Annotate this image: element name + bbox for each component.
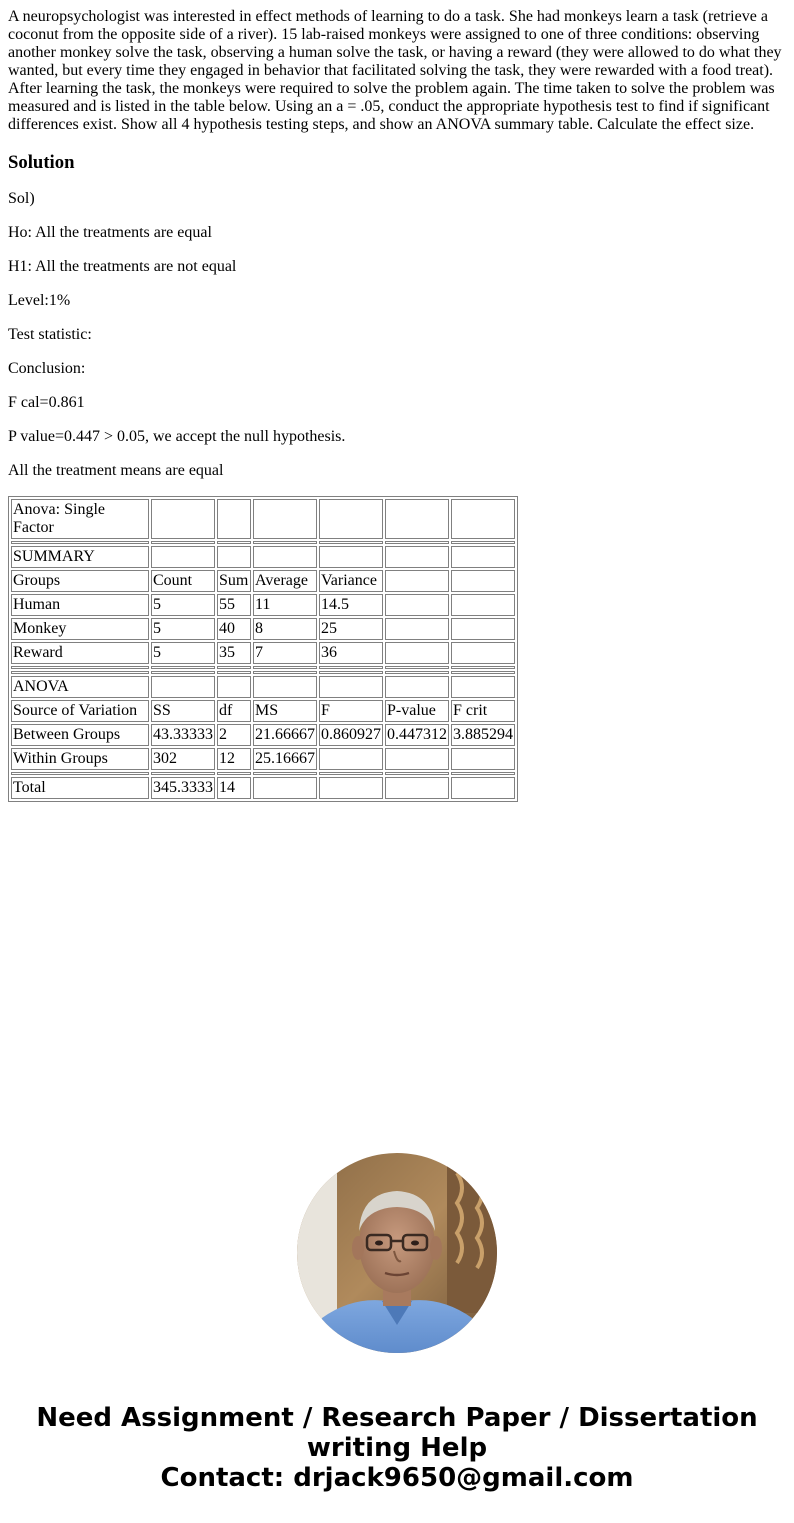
table-header-cell: SS bbox=[151, 700, 215, 722]
promo-line: Need Assignment / Research Paper / Dissertation bbox=[36, 1403, 758, 1433]
table-cell: 14.5 bbox=[319, 594, 383, 616]
table-header-cell: F bbox=[319, 700, 383, 722]
table-header-cell: Variance bbox=[319, 570, 383, 592]
summary-label-cell: SUMMARY bbox=[11, 546, 149, 568]
table-title-cell: Anova: Single Factor bbox=[11, 499, 149, 539]
table-cell bbox=[151, 499, 215, 539]
table-cell: 345.3333 bbox=[151, 777, 215, 799]
table-cell bbox=[451, 570, 515, 592]
table-header-cell: Source of Variation bbox=[11, 700, 149, 722]
table-header-cell: Average bbox=[253, 570, 317, 592]
anova-table bbox=[8, 496, 518, 802]
table-header-cell: df bbox=[217, 700, 251, 722]
table-cell bbox=[319, 546, 383, 568]
table-cell bbox=[217, 676, 251, 698]
solution-line: H1: All the treatments are not equal bbox=[8, 258, 237, 275]
table-cell: 40 bbox=[217, 618, 251, 640]
table-header-cell: Sum bbox=[217, 570, 251, 592]
solution-line: All the treatment means are equal bbox=[8, 462, 224, 479]
table-cell: Monkey bbox=[11, 618, 149, 640]
table-header-cell: MS bbox=[253, 700, 317, 722]
summary-header-row bbox=[11, 570, 515, 592]
table-row bbox=[11, 546, 515, 568]
document-content bbox=[8, 8, 786, 802]
table-cell: 12 bbox=[217, 748, 251, 770]
question-text: A neuropsychologist was interested in effect methods of learning to do a task. She had monkeys learn a task (retrieve a coconut from the opposite side of a river). 15 lab-raised monkeys were assigned to one of three conditions: observing another monkey solve the task, observing a human solve the task, or having a reward (they were allowed to do what they wanted, but every time they engaged in behavior that facilitated solving the task, they were rewarded with a food treat). After learning the task, the monkeys were required to solve the problem again. The time taken to solve the problem was measured and is listed in the table below. Using an a = .05, conduct the appropriate hypothesis test to find if significant differences exist. Show all 4 hypothesis testing steps, and show an ANOVA summary table. Calculate the effect size. bbox=[8, 8, 782, 133]
table-cell bbox=[451, 642, 515, 664]
table-cell bbox=[451, 676, 515, 698]
table-cell bbox=[385, 748, 449, 770]
table-cell: 36 bbox=[319, 642, 383, 664]
table-cell bbox=[319, 676, 383, 698]
summary-row bbox=[11, 618, 515, 640]
table-cell: Total bbox=[11, 777, 149, 799]
table-cell: 0.447312 bbox=[385, 724, 449, 746]
avatar bbox=[297, 1153, 497, 1353]
table-cell: 11 bbox=[253, 594, 317, 616]
table-cell: 14 bbox=[217, 777, 251, 799]
table-cell bbox=[151, 676, 215, 698]
table-separator-row bbox=[11, 671, 515, 674]
table-cell: 5 bbox=[151, 594, 215, 616]
table-cell bbox=[385, 570, 449, 592]
table-cell: 55 bbox=[217, 594, 251, 616]
solution-heading: Solution bbox=[8, 152, 75, 173]
table-cell bbox=[385, 618, 449, 640]
table-cell bbox=[451, 499, 515, 539]
promo-line: writing Help bbox=[306, 1433, 488, 1463]
total-row bbox=[11, 777, 515, 799]
table-cell: Within Groups bbox=[11, 748, 149, 770]
table-cell bbox=[253, 676, 317, 698]
anova-row bbox=[11, 748, 515, 770]
table-cell bbox=[385, 499, 449, 539]
table-cell: 302 bbox=[151, 748, 215, 770]
anova-header-row bbox=[11, 700, 515, 722]
table-cell bbox=[151, 546, 215, 568]
solution-line: Ho: All the treatments are equal bbox=[8, 224, 212, 241]
table-cell bbox=[385, 642, 449, 664]
table-cell: 2 bbox=[217, 724, 251, 746]
solution-line: P value=0.447 > 0.05, we accept the null hypothesis. bbox=[8, 428, 346, 445]
anova-row bbox=[11, 724, 515, 746]
table-cell bbox=[217, 546, 251, 568]
table-header-cell: P-value bbox=[385, 700, 449, 722]
table-header-cell: Count bbox=[151, 570, 215, 592]
table-row bbox=[11, 676, 515, 698]
summary-row bbox=[11, 642, 515, 664]
table-cell: 0.860927 bbox=[319, 724, 383, 746]
table-cell bbox=[451, 546, 515, 568]
table-separator-row bbox=[11, 541, 515, 544]
promo-banner bbox=[0, 1403, 794, 1493]
table-row bbox=[11, 499, 515, 539]
table-cell bbox=[451, 777, 515, 799]
table-cell: 5 bbox=[151, 618, 215, 640]
solution-line: Level:1% bbox=[8, 292, 71, 309]
table-cell bbox=[319, 499, 383, 539]
table-cell: 3.885294 bbox=[451, 724, 515, 746]
table-cell: 5 bbox=[151, 642, 215, 664]
table-cell bbox=[451, 748, 515, 770]
table-separator-row bbox=[11, 666, 515, 669]
table-separator-row bbox=[11, 772, 515, 775]
table-cell bbox=[253, 777, 317, 799]
table-cell: 25 bbox=[319, 618, 383, 640]
table-cell bbox=[253, 546, 317, 568]
table-cell: 25.16667 bbox=[253, 748, 317, 770]
table-cell bbox=[253, 499, 317, 539]
table-cell: Reward bbox=[11, 642, 149, 664]
table-cell: Human bbox=[11, 594, 149, 616]
table-cell bbox=[451, 618, 515, 640]
table-cell: 8 bbox=[253, 618, 317, 640]
table-cell: 7 bbox=[253, 642, 317, 664]
solution-line: Conclusion: bbox=[8, 360, 86, 377]
table-cell: 35 bbox=[217, 642, 251, 664]
table-cell: 21.66667 bbox=[253, 724, 317, 746]
solution-line: Test statistic: bbox=[8, 326, 92, 343]
table-cell: 43.33333 bbox=[151, 724, 215, 746]
table-cell bbox=[385, 546, 449, 568]
table-cell: Between Groups bbox=[11, 724, 149, 746]
anova-label-cell: ANOVA bbox=[11, 676, 149, 698]
table-header-cell: Groups bbox=[11, 570, 149, 592]
promo-contact: Contact: drjack9650@gmail.com bbox=[160, 1463, 634, 1493]
solution-line: Sol) bbox=[8, 190, 35, 207]
table-cell bbox=[385, 777, 449, 799]
table-cell bbox=[217, 499, 251, 539]
table-cell bbox=[451, 594, 515, 616]
table-cell bbox=[319, 777, 383, 799]
table-header-cell: F crit bbox=[451, 700, 515, 722]
summary-row bbox=[11, 594, 515, 616]
tutor-photo bbox=[297, 1153, 497, 1353]
table-cell bbox=[385, 676, 449, 698]
table-cell bbox=[385, 594, 449, 616]
table-cell bbox=[319, 748, 383, 770]
solution-line: F cal=0.861 bbox=[8, 394, 85, 411]
